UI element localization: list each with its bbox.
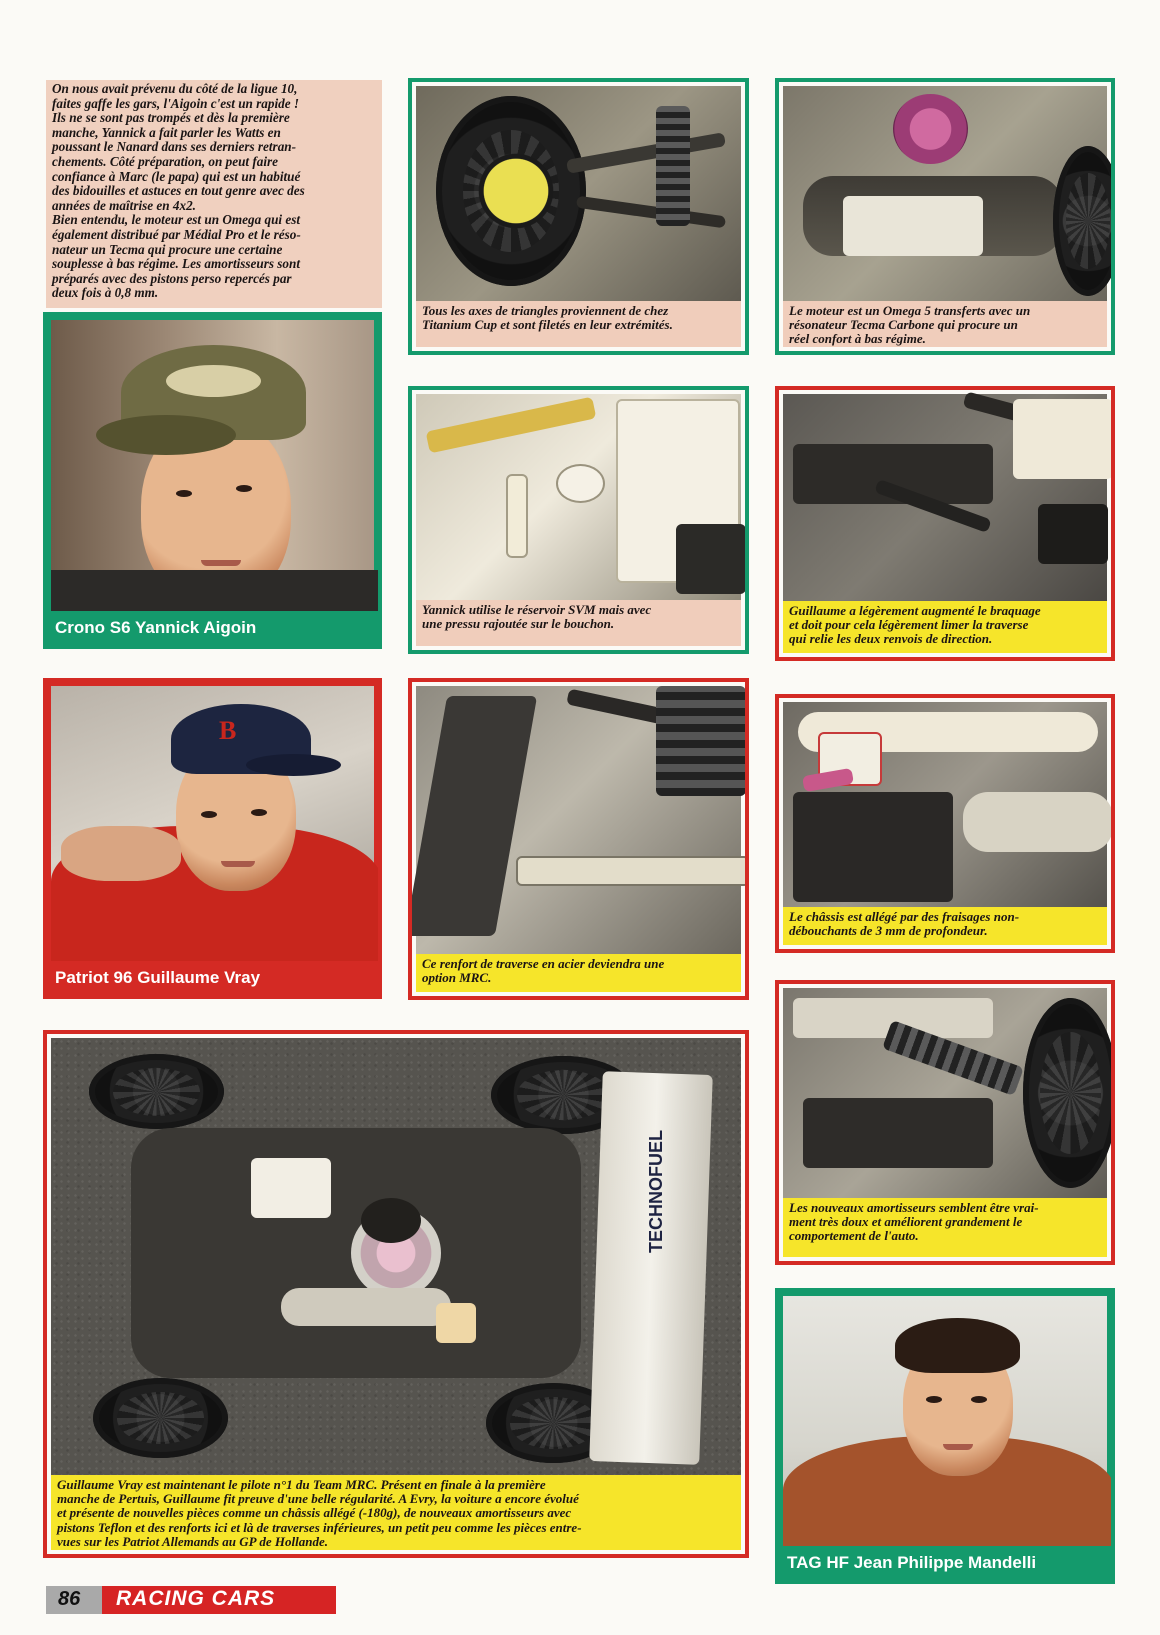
- portrait-photo: B: [51, 686, 374, 961]
- photo-caption: Guillaume a légèrement augmenté le braquage et doit pour cela légèrement limer la traverse qui relie les deux renvois de direction.: [783, 601, 1107, 653]
- photo-caption: Tous les axes de triangles proviennent de chez Titanium Cup et sont filetés en leur extrémités.: [416, 301, 741, 347]
- main-photo-caption: Guillaume Vray est maintenant le pilote n°1 du Team MRC. Présent en finale à la première manche de Pertuis, Guillaume fit preuve d'une belle régularité. A Evry, la voiture a encore évolué et présente de nouvelles pièces comme un châssis allégé (-180g), de nouveaux amortisseurs avec pistons Teflon et des renforts ici et là de traverses inférieures, un petit peu comme les pièces entre- vues sur les Patriot Allemands au GP de Hollande.: [51, 1475, 741, 1550]
- photo-renfort: [408, 678, 749, 1000]
- photo-image: [51, 1038, 741, 1475]
- photo-moteur: [775, 78, 1115, 355]
- photo-caption: Le moteur est un Omega 5 transferts avec un résonateur Tecma Carbone qui procure un réel confort à bas régime.: [783, 301, 1107, 347]
- photo-image: [416, 86, 741, 301]
- portrait-mandelli: [775, 1288, 1115, 1584]
- photo-amortisseurs: [775, 980, 1115, 1265]
- magazine-footer: [46, 1586, 336, 1614]
- photo-image: [783, 702, 1107, 907]
- portrait-caption: Crono S6 Yannick Aigoin: [47, 611, 378, 645]
- photo-caption: Les nouveaux amortisseurs semblent être vrai- ment très doux et améliorent grandement le comportement de l'auto.: [783, 1198, 1107, 1257]
- photo-image: [783, 86, 1107, 301]
- wing-sticker: TECHNOFUEL: [646, 1130, 666, 1253]
- portrait-caption: Patriot 96 Guillaume Vray: [47, 961, 378, 995]
- magazine-logo: RACING CARS: [102, 1586, 336, 1614]
- photo-chassis: [775, 694, 1115, 953]
- photo-triangles: [408, 78, 749, 355]
- photo-braquage: [775, 386, 1115, 661]
- photo-image: [783, 988, 1107, 1198]
- portrait-caption: TAG HF Jean Philippe Mandelli: [779, 1546, 1111, 1580]
- photo-image: [783, 394, 1107, 601]
- portrait-yannick-aigoin: [43, 312, 382, 649]
- portrait-photo: [783, 1296, 1107, 1546]
- photo-reservoir: [408, 386, 749, 654]
- intro-paragraph: On nous avait prévenu du côté de la ligue 10, faites gaffe les gars, l'Aigoin c'est un rapide ! Ils ne se sont pas trompés et dès la première manche, Yannick a fait parler les Watts en poussant le Nanard dans ses derniers retran- chements. Côté préparation, on peut faire confiance à Marc (le papa) qui est un habitué des bidouilles et astuces en tout genre avec des années de maîtrise en 4x2. Bien entendu, le moteur est un Omega qui est également distribué par Médial Pro et le réso- nateur un Tecma qui procure une certaine souplesse à bas régime. Les amortisseurs sont préparés avec des pistons perso repercés par deux fois à 0,8 mm.: [46, 80, 382, 308]
- photo-caption: Le châssis est allégé par des fraisages non- débouchants de 3 mm de profondeur.: [783, 907, 1107, 945]
- portrait-guillaume-vray: [43, 678, 382, 999]
- photo-image: [416, 686, 741, 954]
- photo-image: [416, 394, 741, 600]
- photo-caption: Yannick utilise le réservoir SVM mais avec une pressu rajoutée sur le bouchon.: [416, 600, 741, 646]
- photo-caption: Ce renfort de traverse en acier deviendra une option MRC.: [416, 954, 741, 992]
- page-number: 86: [46, 1586, 102, 1614]
- photo-main-car: [43, 1030, 749, 1558]
- portrait-photo: [51, 320, 374, 611]
